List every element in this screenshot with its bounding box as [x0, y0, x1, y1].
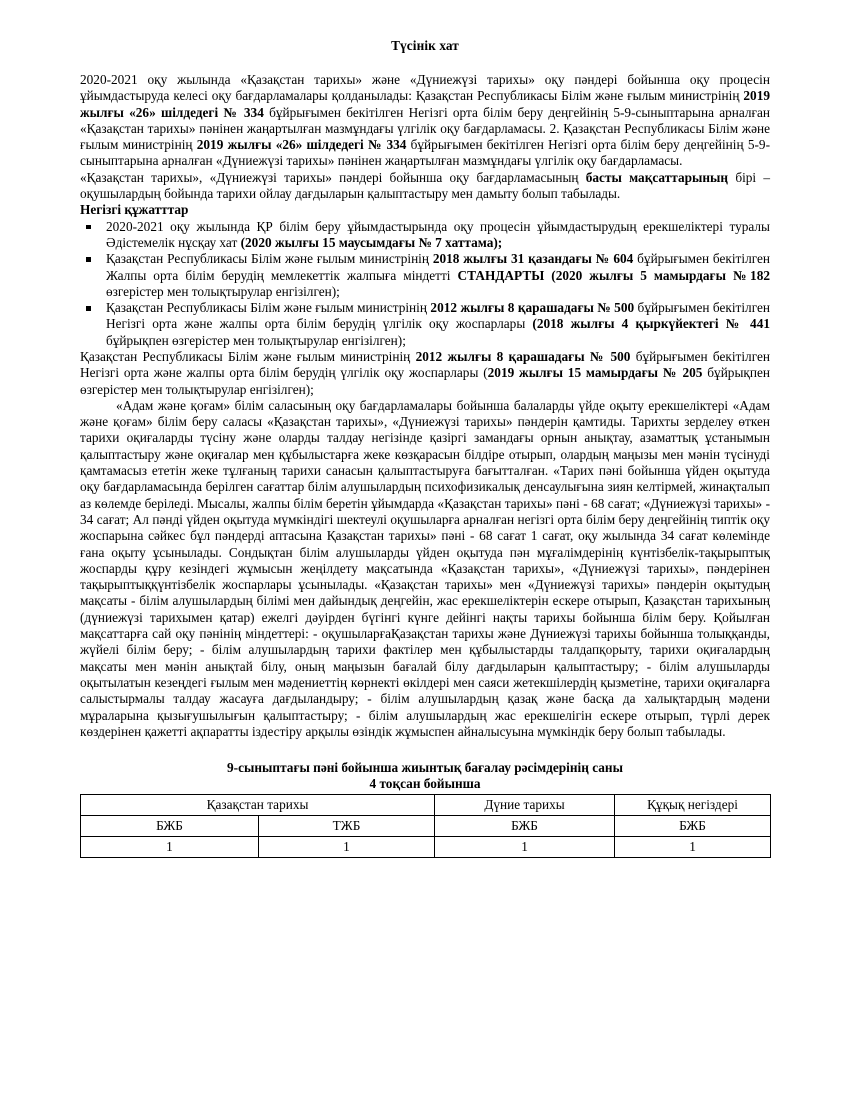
- table-cell-type-4: БЖБ: [615, 816, 771, 837]
- list-item-3-ref-1: 2012 жылғы 8 қарашадағы № 500: [430, 300, 635, 316]
- list-item-2-ref-1: 2018 жылғы 31 қазандағы № 604: [432, 251, 634, 267]
- table-caption-block: [80, 760, 770, 791]
- table-cell-subject-kazakh-history: Қазақстан тарихы: [81, 795, 435, 816]
- main-body-paragraph: «Адам және қоғам» білім саласының оқу бағдарламалары бойынша балаларды үйде оқыту ерекшеліктері «Адам және қоғам» білім беру саласы «Қазақстан тарихы», «Дүниежүзі тарихы» пәндерін қамтиды. Тарихты зерделеу өткен тарихи оқиғаларды түсіну және оларды талдау негізінде қазіргі замандағы орнын анықтау, азаматтық ұстанымын қалыптастыру және оқиғалар мен құбылыстарға жеке көзқарасын білдіре отырып, олардың маңызы мен мәнін түсінуді қамтамасыз ететін жеке тұлғаның тарихи санасын қалыптастыруға бағытталған. «Тарих пәні бойынша үйден оқытуда оқу бағдарламасында берілген сағаттар білім алушылардың психофизикалық денсаулығына зиян келтірмей, жинақталып аз көлемде беріледі. Мысалы, жалпы білім беретін ұйымдарда «Қазақстан тарихы» пәні - 68 сағат; «Дүниежүзі тарихы» - 34 сағат; Ал пәнді үйден оқытуда мүмкіндігі шектеулі оқушыларға арналған негізгі орта білім беру деңгейінің типтік оқу жоспарына сәйкес бұл пәндерді аптасына Қазақстан тарихы» пәні - 68 сағат 1 сағат, оқу жылында 34 сағат көлемінде ғана оқыту ұсынылады. Сондықтан білім алушыларды үйден оқытуда пән мұғалімдерінің күнтізбелік-тақырыптық жоспарды құру кезіндегі жұмысын жеңілдету мақсатында «Қазақстан тарихы», «Дүниежүзі тарихы», пәндерінен тақырыптыққүнтізбелік жоспарлары ұсынылады. «Қазақстан тарихы» мен «Дүниежүзі тарихы» пәндерін оқытудың мақсаты - білім алушылардың білімі мен дайындық деңгейін, жас ерекшеліктерін ескере отырып, Қазақстан тарихының (дүниежүзі тарихымен қатар) ежелгі дәуірден бүгінгі күнге дейінгі нақты тарихы бойынша білім беру. Қойылған мақсаттарға сай оқу пәнінің міндеттері: - оқушыларғаҚазақстан тарихы және Дүниежүзі тарихы бойынша толыққанды, жүйелі білім беру; - білім алушылардың тарихи фактілер мен құбылыстарды талдапқорыту, тарихи оқиғалардың мақсаты мен мәнін анықтай білу, оның маңызын бағалай білу дағдыларын қалыптастыру; - білім алушыларды оқытылатын кезеңдегі ғылым мен мәдениеттің көрнекті өкілдері мен саяси жетекшілердің қызметіне, тарихи оқиғаларға салыстырмалы талдау жасауға дағдыландыру; - білім алушылардың қазақ және басқа да халықтардың мәдени мұраларына қызығушылығын қалыптастыру; - білім алушылардың жас ерекшелігін ескере отырып, түрлі дерек көздерінен қажетті ақпаратты іздестіру арқылы өзіндік жұмыспен айналысуына мүмкіндік беру болып табылады.: [80, 397, 770, 739]
- intro-p1-order-2: 2019 жылғы «26» шілдедегі № 334: [196, 137, 407, 153]
- table-cell-subject-law-basics: Құқық негіздері: [615, 795, 771, 816]
- square-bullet-icon: [86, 257, 91, 262]
- intro-p2-text-c: бірі – оқушылардың бойында тарихи ойлау дағдыларын қалыптастыру мен дамыту болып табылады.: [80, 169, 770, 202]
- list-item-3-text-c: бұйрығымен бекітілген Негізгі орта және жалпы орта білім берудің үлгілік оқу жоспарлары: [106, 300, 770, 332]
- list-item-2-ref-2: СТАНДАРТЫ (2020 жылғы 5 мамырдағы №182: [457, 267, 770, 283]
- after-list-ref-2: 2019 жылғы 15 мамырдағы № 205: [487, 365, 703, 381]
- after-list-text-a: Қазақстан Республикасы Білім және ғылым министрінің: [80, 349, 416, 364]
- table-cell-count-2: 1: [259, 837, 435, 858]
- intro-p1-text-c: бұйрығымен бекітілген Негізгі орта білім беру деңгейінің 5-9-сыныптарына арналған «Қазақстан тарихы» пәнінен жаңартылған мазмұндағы үлгілік оқу бағдарламасы. 2. Қазақстан Республикасы Білім және ғылым министрінің: [80, 104, 770, 153]
- list-item-3-text-a: Қазақстан Республикасы Білім және ғылым министрінің: [106, 300, 431, 316]
- list-item-1-ref: (2020 жылғы 15 маусымдағы № 7 хаттама);: [240, 234, 503, 250]
- list-item-2-text-a: Қазақстан Республикасы Білім және ғылым министрінің: [106, 251, 433, 267]
- square-bullet-icon: [86, 306, 91, 311]
- table-row-assessment-types: [81, 816, 771, 837]
- list-item-1-text-a: 2020-2021 оқу жылында ҚР білім беру ұйымдастырында оқу процесін ұйымдастырудың ерекшеліктері туралы Әдістемелік нұсқау хат: [106, 218, 770, 250]
- table-cell-count-1: 1: [81, 837, 259, 858]
- list-item-2-text-e: өзгерістер мен толықтырулар енгізілген);: [106, 283, 340, 299]
- table-row-subjects: [81, 795, 771, 816]
- square-bullet-icon: [86, 225, 91, 230]
- after-list-text-e: бұйрықпен өзгерістер мен толықтырулар енгізілген);: [80, 365, 770, 397]
- table-cell-subject-world-history: Дүние тарихы: [435, 795, 615, 816]
- intro-p1-text-a: 2020-2021 оқу жылында «Қазақстан тарихы» және «Дүниежүзі тарихы» оқу пәндері бойынша оқу процесін ұйымдастыруда келесі оқу бағдарламалары қолданылады: Қазақстан Республикасы Білім және ғылым министрінің: [80, 71, 770, 104]
- assessment-table: [80, 794, 771, 858]
- intro-p1-text-e: бұйрығымен бекітілген Негізгі орта білім беру деңгейінің 5-9-сыныптарына арналған «Дүниежүзі тарихы» пәнінен жаңартылған мазмұндағы үлгілік оқу бағдарламасы.: [80, 137, 770, 169]
- main-documents-list: [80, 219, 770, 349]
- list-item: [80, 219, 770, 252]
- intro-p2-emphasis: басты мақсаттарының: [585, 169, 729, 185]
- list-item-2-text-c: бұйрығымен бекітілген Жалпы орта білім берудің мемлекеттік жалпыға міндетті: [106, 251, 770, 283]
- table-row-counts: [81, 837, 771, 858]
- table-cell-type-3: БЖБ: [435, 816, 615, 837]
- after-list-paragraph: [80, 349, 770, 398]
- page-title: Түсінік хат: [391, 38, 459, 53]
- list-item: [80, 300, 770, 349]
- after-list-ref-1: 2012 жылғы 8 қарашадағы № 500: [415, 349, 631, 364]
- intro-paragraph-1: [80, 72, 770, 170]
- table-caption-line-2: 4 тоқсан бойынша: [369, 775, 481, 791]
- intro-p2-text-a: «Қазақстан тарихы», «Дүниежүзі тарихы» пәндері бойынша оқу бағдарламасының: [80, 169, 586, 185]
- table-caption-line-1: 9-сыныптағы пәні бойынша жиынтық бағалау рәсімдерінің саны: [227, 760, 623, 776]
- after-list-text-c: бұйрығымен бекітілген Негізгі орта және жалпы орта білім берудің үлгілік оқу жоспарлары (: [80, 349, 770, 381]
- list-item: [80, 251, 770, 300]
- table-cell-count-4: 1: [615, 837, 771, 858]
- table-cell-type-1: БЖБ: [81, 816, 259, 837]
- list-item-3-text-e: бұйрықпен өзгерістер мен толықтырулар енгізілген);: [106, 332, 406, 348]
- intro-p1-order-1: 2019 жылғы «26» шілдедегі № 334: [80, 88, 770, 120]
- table-cell-type-2: ТЖБ: [259, 816, 435, 837]
- intro-paragraph-2: [80, 170, 770, 203]
- table-cell-count-3: 1: [435, 837, 615, 858]
- list-item-3-ref-2: (2018 жылғы 4 қыркүйектегі № 441: [532, 316, 771, 332]
- section-heading-main-documents: Негізгі құжатттар: [80, 202, 189, 218]
